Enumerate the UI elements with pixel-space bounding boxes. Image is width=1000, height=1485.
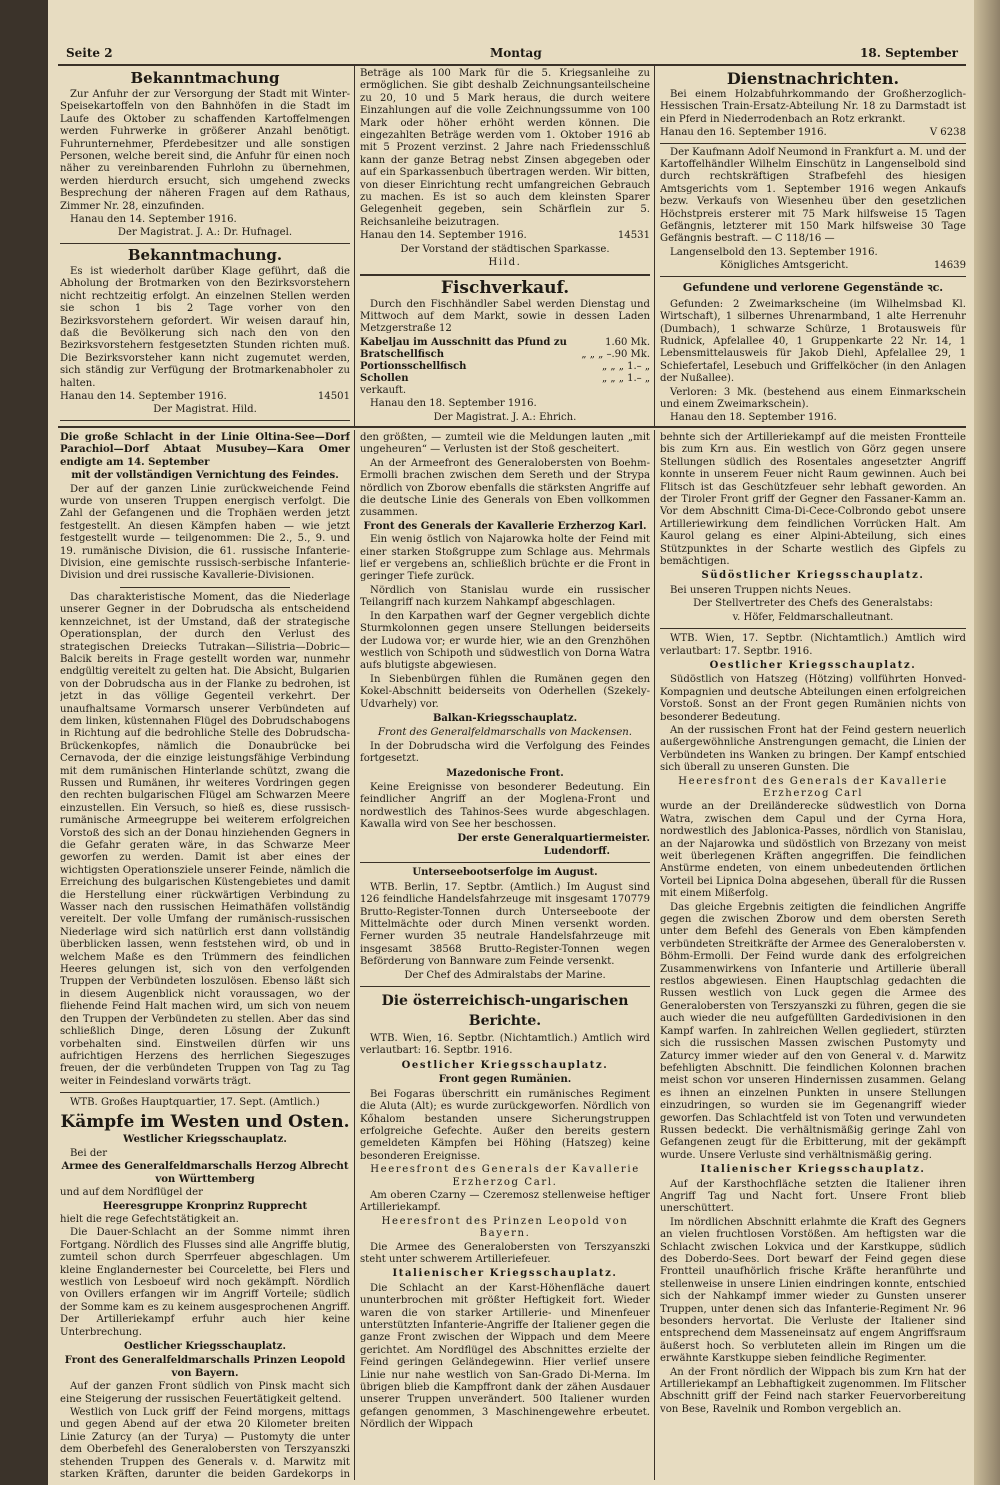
najarowka-report: Ein wenig östlich von Najarowka holte der Feind mit einer starken Stoßgruppe zum Schlage aus. Mehrmals lief er vergebens an, schließlich brüchte er die Front in geringer Tiefe zurück. (360, 534, 650, 583)
service-news-number: V 6238 (929, 127, 966, 139)
uboot-report: WTB. Berlin, 17. Septbr. (Amtlich.) Im August sind 126 feindliche Handelsfahrzeuge mit insgesamt 170779 Brutto-Register-Tonnen durch Unterseeboote der Mittelmächte oder durch Minen versenkt worden. Ferner wurden 35 neutrale Handelsfahrzeuge mit insgesamt 38568 Brutto-Register-Tonnen wegen Beförderung von Bannware zum Feinde versenkt. (360, 881, 650, 968)
dobrudscha-verfolgung: In der Dobrudscha wird die Verfolgung des Feindes fortgesetzt. (360, 740, 650, 765)
kaempfe-headline: Kämpfe im Westen und Osten. (60, 1111, 350, 1132)
russian-front-report: An der russischen Front hat der Feind gestern neuerlich außergewöhnliche Anstrengungen gemacht, die Linien der Verbündeten ins Wanken zu bringen. Der Kampf entschied sich überall zu unseren Gunsten. Die (660, 724, 966, 774)
fish-item: Portionsschellfisch (360, 360, 467, 372)
dobrudscha-headline: mit der vollständigen Vernichtung des Feindes. (71, 470, 339, 482)
notice-1-title: Bekanntmachung (130, 69, 280, 87)
newspaper-page (48, 0, 974, 1485)
fish-price: „ „ „ 1.– „ (602, 360, 650, 372)
siebenbuergen-report: In Siebenbürgen fühlen die Rumänen gegen den Kokel-Abschnitt beiderseits von Oderhellen (Szekely-Udvarhely) vor. (360, 673, 650, 710)
italy-heading-2: Italienischer Kriegsschauplatz. (700, 1164, 926, 1176)
front-rumaenien: Front gegen Rumänien. (438, 1074, 572, 1086)
notice-2-date: Hanau den 14. September 1916. (60, 390, 227, 402)
notice-2-signature: Der Magistrat. Hild. (153, 404, 257, 416)
divider (660, 628, 966, 629)
page-number: Seite 2 (66, 46, 113, 60)
terszyanszki-report: Die Armee des Generalobersten von Terszyanszki steht unter schwerem Artilleriefeuer. (360, 1241, 650, 1265)
notices-col-1 (60, 68, 350, 424)
service-news-text: Bei einem Holzabfuhrkommando der Großherzoglich-Hessischen Train-Ersatz-Abteilung Nr. 18 zu Darmstadt ist ein Pferd in Niederrodenbach an Rotz erkrankt. (660, 89, 966, 125)
karpathen-report: In den Karpathen warf der Gegner vergeblich dichte Sturmkolonnen gegen unsere Stellungen beiderseits der Ludowa vor; er wurde hier, wie an den Grenzhöhen westlich von Schipoth und südwestlich von Dorna Watra aufs blutigste abgewiesen. (360, 610, 650, 672)
notice-3-continued: Beträge als 100 Mark für die 5. Kriegsanleihe zu ermöglichen. Sie gibt deshalb Zeichnungsanteilscheine zu 20, 10 und 5 Mark heraus, die durch weitere Einzahlungen auf die volle Zeichnungssumme von 100 Mark oder höher erhöht werden können. Die eingezahlten Beträge werden vom 1. Oktober 1916 ab mit 5 Prozent verzinst. 2 Jahre nach Friedensschluß kann der ganze Betrag nebst Zinsen abgegeben oder auf ein Sparkassenbuch übertragen werden. Wir bitten, von dieser Einrichtung recht umfangreichen Gebrauch zu machen. Es ist so auch dem kleinsten Sparer Gelegenheit gegeben, sein Schärflein zur 5. Reichsanleihe beizutragen. (360, 68, 650, 228)
divider (660, 143, 966, 144)
bei-der: Bei der (70, 1147, 108, 1159)
notice-3-signature: Der Vorstand der städtischen Sparkasse. (400, 243, 610, 255)
column-rule (354, 430, 355, 1480)
fish-price: 1.60 Mk. (605, 336, 650, 348)
service-news-date: Hanau den 16. September 1916. (660, 127, 827, 139)
fogaras-report: Bei Fogaras überschritt ein rumänisches Regiment die Aluta (Alt); es wurde zurückgeworfen. Nördlich von Kőhalom bestanden unsere Sicherungstruppen erfolgreiche Gefechte. Außer den bereits gestern gemeldeten Kämpfen bei Höhing (Hatszeg) keine besonderen Ereignisse. (360, 1088, 650, 1162)
running-header (60, 40, 966, 62)
court-notice-sigline (660, 260, 966, 272)
czarny-report: Am oberen Czarny — Czeremosz stellenweise heftiger Artilleriekampf. (360, 1189, 650, 1214)
service-news-dateline (660, 127, 966, 139)
wien-17-dateline: WTB. Wien, 17. Septbr. (Nichtamtlich.) Amtlich wird verlautbart: 17. Septbr. 1916. (660, 633, 966, 657)
fish-item: Kabeljau im Ausschnitt das Pfund zu (360, 336, 567, 348)
southeast-heading: Südöstlicher Kriegsschauplatz. (701, 570, 925, 582)
court-notice-date: Langenselbold den 13. September 1916. (670, 246, 878, 258)
west-front-heading: Westlicher Kriegsschauplatz. (123, 1133, 287, 1145)
balkan-heading: Balkan-Kriegsschauplatz. (432, 712, 578, 724)
notices-col-3 (660, 68, 966, 424)
divider (360, 986, 650, 987)
divider (660, 276, 966, 277)
notice-2-number: 14501 (317, 390, 350, 402)
column-rule (654, 430, 655, 1480)
oe-east-heading: Oestlicher Kriegsschauplatz. (401, 1059, 609, 1071)
stanislau-report: Nördlich von Stanislau wurde ein russischer Teilangriff nach kurzem Nahkampf abgeschlagen. (360, 584, 650, 609)
somme-report: Die Dauer-Schlacht an der Somme nimmt ihren Fortgang. Nördlich des Flusses sind alle Angriffe blutig, zumteil schon durch Sperrfeuer abgeschlagen. Um kleine Englandernester bei Courcelette, bei Flers und westlich von Lesboeuf wird noch gekämpft. Nördlich von Ovillers erfangen wir im Angriff Vorteile; südlich der Somme kam es zu keinem ausgesprochenen Angriff. Der Artilleriekampf erfuhr auch hier keine Unterbrechung. (60, 1227, 350, 1338)
nordfluegel: und auf dem Nordflügel der (60, 1187, 203, 1199)
generalquartiermeister: Der erste Generalquartiermeister. (457, 832, 650, 844)
heeresgruppe-rupprecht: Heeresgruppe Kronprinz Rupprecht (102, 1200, 308, 1212)
news-col-1 (60, 432, 350, 1480)
notices-col-2 (360, 68, 650, 424)
mazedonien-heading: Mazedonische Front. (446, 767, 564, 779)
notice-3-signature-name: Hild. (488, 257, 522, 269)
news-col-3 (660, 432, 966, 1480)
lost-found-lost: Verloren: 3 Mk. (bestehend aus einem Einmarkschein und einem Zweimarkschein). (660, 386, 966, 410)
karst-report-2: Auf der Karsthochfläche setzten die Italiener ihren Angriff Tag und Nacht fort. Unsere Front blieb unerschüttert. (660, 1178, 966, 1215)
issue-date: 18. September (860, 46, 958, 60)
karst-report: Die Schlacht an der Karst-Höhenfläche dauert ununterbrochen mit größter Heftigkeit fort. Wieder waren die von starker Artillerie- und Minenfeuer unterstützten Infanterie-Angriffe der Italiener gegen die ganze Front zwischen der Wippach und dem Meere gerichtet. Am Nordflügel des Abschnittes erzielte der Feind geringen Geländegewinn. Hier verlief unsere Linie nur nahe westlich von San-Grado Di-Merna. Im übrigen blieb die Kampffront dank der zähen Ausdauer unserer Truppen unverändert. 500 Italiener wurden gefangen genommen, 3 Maschinengewehre erbeutet. Nördlich der Wippach (360, 1282, 650, 1431)
notice-1-signature: Der Magistrat. J. A.: Dr. Hufnagel. (117, 227, 293, 239)
fish-sale-title: Fischverkauf. (440, 277, 570, 298)
wien-16-dateline: WTB. Wien, 16. Septbr. (Nichtamtlich.) Amtlich wird verlautbart: 16. Septbr. 1916. (360, 1033, 650, 1057)
uboot-heading: Unterseebootserfolge im August. (412, 867, 598, 879)
dobrudscha-lead: Die große Schlacht in der Linie Oltina-See—Dorf Parachiol—Dorf Abtaat Musubey—Kara Omer endigte am 14. September (60, 432, 350, 468)
karst-continued: behnte sich der Artilleriekampf auf die meisten Frontteile bis zum Krn aus. Ein westlich von Görz gegen unsere Stellungen südlich des Rosentales angesetzter Angriff konnte in unserem Feuer nicht Raum gewinnen. Auch bei Flitsch ist das Geschützfeuer sehr lebhaft geworden. An der Tiroler Front griff der Gegner den Fassaner-Kamm an. Vor dem Abschnitt Cima-Di-Cece-Colbrondo gebot unsere Artilleriewirkung dem feindlichen Vorrücken Halt. Am Kaurol gelang es einer Alpini-Abteilung, sich eines Stützpunktes in der Scharte westlich des Gipfels zu bemächtigen. (660, 432, 966, 568)
lost-found-date: Hanau den 18. September 1916. (670, 412, 837, 424)
news-col-2 (360, 432, 650, 1480)
armeefront-report: An der Armeefront des Generalobersten von Boehm-Ermolli brachen zwischen dem Sereth und der Strypa nördlich von Zborow ebenfalls die stärksten Angriffe auf die deutsche Linie des Generals von Eben vollkommen zusammen. (360, 457, 650, 519)
dobrudscha-paragraph-2: Das charakteristische Moment, das die Niederlage unserer Gegner in der Dobrudscha als entscheidend kennzeichnet, ist der Umstand, daß der strategische Operationsplan, der durch den Verlust des strategischen Dreiecks Tutrakan—Silistria—Dobric—Balcik bereits in Frage gestellt worden war, nunmehr endgültig vereitelt zu gelten hat. Die Absicht, Bulgarien von der Dobrudscha aus in der Flanke zu bedrohen, ist jetzt in das völlige Gegenteil verkehrt. Der unaufhaltsame Vormarsch unserer Verbündeten auf dem linken, küstennahen Flügel des Dobrudschabogens in Richtung auf die bedrohliche Stelle des Dobrudscha-Brückenkopfes, nämlich die Donaubrücke bei Cernavoda, der die einzige leistungsfähige Verbindung mit dem rumänischen Hinterlande schützt, zwang die Russen und Rumänen, ihr weiteres Vordringen gegen den rechten bulgarischen Flügel am Schwarzen Meere einzustellen. Ein Versuch, so hieß es, diese russisch-rumänische Armeegruppe bei weiterem erfolgreichen Vorstoß des sich an der Donau hinziehenden Gegners in die Gefahr geraten wäre, in das Schwarze Meer geworfen zu werden. Damit ist aber eines der wichtigsten Operationsziele unserer Feinde, nämlich die Erreichung des bulgarischen Küstengebietes und damit die Herstellung einer rückwärtigen Verbindung zu Wasser nach den russischen Heimathäfen vollständig vereitelt. Der volle Umfang der rumänisch-russischen Niederlage wird sich natürlich erst dann vollständig überblicken lassen, wenn feststehen wird, ob und in welchem Maße es den Trümmern des feindlichen Heeres gelungen ist, sich von den verfolgenden Truppen der Verbündeten loszulösen. Ebenso läßt sich in diesem Augenblick nicht voraussagen, wo der fliehende Feind Halt machen wird, um sich von neuem den Truppen der Verbündeten zu stellen. Aber das sind schließlich Dinge, deren Lösung der Zukunft vorbehalten sind. Einstweilen dürfen wir uns aufrichtigen Herzens des herrlichen Siegeszuges freuen, der die verbündeten Truppen von Tag zu Tag weiter in Feindesland vorwärts trägt. (60, 591, 350, 1087)
fish-price-row (360, 361, 650, 373)
divider (60, 420, 350, 421)
armee-wuerttemberg: Armee des Generalfeldmarschalls Herzog Albrecht von Württemberg (61, 1161, 349, 1185)
notice-3-number: 14531 (617, 230, 650, 242)
fish-sale-signature: Der Magistrat. J. A.: Ehrich. (433, 411, 577, 423)
gleiche-ergebnis-report: Das gleiche Ergebnis zeitigten die feindlichen Angriffe gegen die zwischen Zborow und dem obersten Sereth unter dem Befehl des Generals von Eben kämpfenden verbündeten Streitkräfte der Armee des Generalobersten v. Böhm-Ermolli. Der Feind wurde dank des erfolgreichen Zusammenwirkens von Infanterie und Artillerie überall restlos abgewiesen. Einen Hauptschlag gedachten die Russen westlich von Luck gegen die Armee des Generalobersten von Terszyanszki zu führen, gegen die sie auch wieder die neu aufgefüllten Gardedivisionen in den Kampf warfen. In zahlreichen Wellen gegliedert, stürzten sich die russischen Massen zwischen Pustomyty und Zaturcy immer wieder auf den von General v. d. Marwitz befehligten Abschnitt. Die feindlichen Kolonnen brachen meist schon vor unseren Hindernissen zusammen. Gelang es ihnen an einzelnen Punkten in unsere Stellungen einzudringen, so wurden sie im Gegenangriff wieder geworfen. Das Schlachtfeld ist von Toten und verwundeten Russen bedeckt. Die verhältnismäßig geringe Zahl von Gefangenen zeugt für die Erbitterung, mit der gekämpft wurde. Unsere Verluste sind verhältnismäßig gering. (660, 901, 966, 1161)
notice-2-dateline (60, 391, 350, 403)
divider (360, 274, 650, 276)
heeresfront-karl-heading: Heeresfront des Generals der Kavallerie Erzherzog Carl. (370, 1164, 640, 1188)
header-rule (58, 64, 966, 66)
fish-sale-tail: verkauft. (360, 384, 407, 396)
dobrudscha-paragraph-1: Der auf der ganzen Linie zurückweichende Feind wurde von unseren Truppen energisch verfolgt. Die Zahl der Gefangenen und die Trophäen werden jetzt festgestellt. An diesen Kämpfen haben — wie jetzt festgestellt wurde — teilgenommen: Die 2., 5., 9. und 19. rumänische Division, die 61. russische Infanterie-Division, eine gemischte russisch-serbische Infanterie-Division und drei russische Kavallerie-Divisionen. (60, 483, 350, 582)
scan-right-edge (974, 0, 1000, 1485)
wippach-report: An der Front nördlich der Wippach bis zum Krn hat der Artilleriekampf an Lebhaftigkeit zugenommen. Im Flitscher Abschnitt griff der Feind nach starker Feuervorbereitung von Bese, Ravelnik und Rombon vergeblich an. (660, 1366, 966, 1415)
front-mackensen: Front des Generalfeldmarschalls von Mackensen. (377, 727, 633, 739)
divider (60, 1092, 350, 1093)
northern-sector-report: Im nördlichen Abschnitt erlahmte die Kraft des Gegners an vielen fruchtlosen Vorstößen. Am heftigsten war die Schlacht zwischen Lokvica und der Karstkuppe, südlich des Doberdo-Sees. Dort bewarf der Feind gegen diese Frontteil unaufhörlich frische Kräfte heranführte und stellenweise in unsere Linien eindringen konnte, entschied sich der Nahkampf immer wieder zu Gunsten unserer Truppen, unter denen sich das Infanterie-Regiment Nr. 96 besonders hervortat. Die Verluste der Italiener sind entsprechend dem Masseneinsatz auf engem Angriffsraum äußerst hoch. So verbluteten allein im Ringen um die erwähnte Karstkuppe sieben feindliche Regimenter. (660, 1216, 966, 1365)
luck-continued: den größten, — zumteil wie die Meldungen lauten „mit ungeheuren“ — Verlusten ist der Stoß gescheitert. (360, 432, 650, 456)
fish-price-row (360, 337, 650, 349)
service-news-title: Dienstnachrichten. (726, 69, 900, 88)
fish-price-row (360, 349, 650, 361)
stellvertreter: Der Stellvertreter des Chefs des Generalstabs: (693, 598, 933, 610)
divider (360, 862, 650, 863)
notice-2-text: Es ist wiederholt darüber Klage geführt, daß die Abholung der Brotmarken von den Bezirksvorstehern nicht rechtzeitig erfolgt. An einzelnen Stellen werden sie schon 1 bis 2 Tage vorher von den Bezirksvorstehern gefordert. Wir weisen darauf hin, daß die Bevölkerung sich nach den von den Bezirksvorstehern festgesetzten Stunden richten muß. Die Bezirksvorsteher kann nicht zugemutet werden, sich ständig zur Verfügung der Brotmarkenabholer zu halten. (60, 265, 350, 389)
lost-found-found: Gefunden: 2 Zweimarkscheine (im Wilhelmsbad Kl. Wirtschaft), 1 silbernes Uhrenarmband, 1 alte Herrenuhr (Dumbach), 1 schwarze Schürze, 1 Brotausweis für Rudnick, Apfelallee 40, 1 Gruppenkarte 22 Nr. 14, 1 Lebensmittelausweis für Jakob Diehl, Apfelallee 29, 1 Schiefertafel, Lesebuch und Griffelköcher (in den Anlagen der Nußallee). (660, 298, 966, 385)
austro-hungarian-headline: Die österreichisch-ungarischen Berichte. (381, 993, 629, 1030)
dreilaendereck-report: wurde an der Dreiländerecke südwestlich von Dorna Watra, zwischen dem Capul und der Cyrna Hora, nordwestlich des Jablonica-Passes, nördlich von Stanislau, an der Najarowka und südöstlich von Brzezany von meist weit überlegenen Kräften angegriffen. Die feindlichen Anstürme endeten, von einem unbedeutenden örtlichen Vorteil bei Lipnica Dolna abgesehen, überall für die Russen mit einem Mißerfolg. (660, 801, 966, 900)
luck-report: Westlich von Luck griff der Feind morgens, mittags und gegen Abend auf der etwa 20 Kilometer breiten Linie Zaturcy (an der Turya) — Pustomyty die unter dem Oberbefehl des Generalobersten von Terszyanszki stehenden Truppen des Generals v. d. Marwitz mit starken Kräften, darunter die beiden Gardekorps in (60, 1407, 350, 1480)
lost-found-title: Gefundene und verlorene Gegenstände ꝛc. (682, 280, 944, 294)
scan-left-edge (0, 0, 48, 1485)
east-front-heading: Oestlicher Kriegsschauplatz. (124, 1341, 286, 1353)
column-rule (354, 66, 355, 426)
notice-1-date: Hanau den 14. September 1916. (70, 214, 237, 226)
southeast-report: Bei unseren Truppen nichts Neues. (670, 584, 852, 596)
mazedonien-report: Keine Ereignisse von besonderer Bedeutung. Ein feindlicher Angriff an der Moglena-Front und nordwestlich des Tahinos-Sees wurde abgeschlagen. Kawalla wird von See her beschossen. (360, 781, 650, 831)
hielt-gefecht: hielt die rege Gefechtstätigkeit an. (60, 1213, 239, 1225)
section-rule (58, 426, 966, 428)
column-rule (654, 66, 655, 426)
ludendorff: Ludendorff. (543, 846, 610, 857)
fish-price: „ „ „ –.90 Mk. (581, 348, 650, 360)
notice-1-text: Zur Anfuhr der zur Versorgung der Stadt mit Winter-Speisekartoffeln von den Bahnhöfen in die Stadt im Laufe des Oktober zu schaffenden Kartoffelmengen werden Fuhrwerke in größerer Anzahl benötigt. Fuhrunternehmer, Pferdebesitzer und alle sonstigen Personen, welche bereit sind, die Anfuhr für einen noch näher zu vereinbarenden Fuhrlohn zu übernehmen, werden hierdurch ersucht, sich umgehend zwecks Besprechung der näheren Fragen auf dem Rathaus, Zimmer Nr. 28, einzufinden. (60, 89, 350, 212)
weekday: Montag (490, 46, 542, 60)
heeresfront-leopold-heading: Heeresfront des Prinzen Leopold von Bayern. (381, 1215, 629, 1240)
admiralstab-chef: Der Chef des Admiralstabs der Marine. (404, 969, 606, 981)
divider (60, 243, 350, 244)
fish-sale-date: Hanau den 18. September 1916. (370, 398, 537, 410)
fish-item: Bratschellfisch (360, 348, 445, 360)
pinsk-report: Auf der ganzen Front südlich von Pinsk macht sich eine Steigerung der russischen Feuertätigkeit geltend. (60, 1381, 350, 1405)
hatszeg-report: Südöstlich von Hatszeg (Hötzing) vollführten Honved-Kompagnien und deutsche Abteilungen einen erfolgreichen Vorstoß. Sonst an der Front gegen Rumänien nichts von besonderer Bedeutung. (660, 674, 966, 723)
fish-item: Schollen (360, 372, 409, 384)
fish-price-table (360, 337, 650, 385)
notice-2-title: Bekanntmachung. (127, 245, 283, 264)
oe-east-heading-2: Oestlicher Kriegsschauplatz. (709, 659, 917, 671)
court-notice-signature: Königliches Amtsgericht. (720, 260, 849, 272)
hq-dateline: WTB. Großes Hauptquartier, 17. Sept. (Amtlich.) (70, 1097, 320, 1109)
notice-3-dateline (360, 230, 650, 242)
italy-heading: Italienischer Kriegsschauplatz. (392, 1268, 618, 1280)
court-notice-text: Der Kaufmann Adolf Neumond in Frankfurt a. M. und der Kartoffelhändler Wilhelm Einschütz in Langenselbold sind durch rechtskräftigen Strafbefehl des hiesigen Amtsgerichts vom 1. September 1916 wegen Ankaufs bezw. Verkaufs von Wiesenheu über den gesetzlichen Höchstpreis ersterer mit 75 Mark hilfsweise 15 Tagen Gefängnis, letzterer mit 150 Mark hilfsweise 30 Tage Gefängnis bestraft. — C 118/16 — (660, 146, 966, 245)
notice-3-date: Hanau den 14. September 1916. (360, 230, 527, 242)
divider (120, 587, 290, 588)
court-notice-number: 14639 (933, 260, 966, 272)
hoefer: v. Höfer, Feldmarschalleutnant. (732, 611, 894, 623)
fish-price: „ „ „ 1.– „ (602, 372, 650, 384)
front-karl: Front des Generals der Kavallerie Erzherzog Karl. (363, 520, 647, 532)
heeresfront-carl-heading: Heeresfront des Generals der Kavallerie Erzherzog Carl (678, 775, 948, 799)
front-leopold: Front des Generalfeldmarschalls Prinzen Leopold von Bayern. (64, 1355, 346, 1379)
fish-price-row (360, 373, 650, 385)
fish-sale-text: Durch den Fischhändler Sabel werden Dienstag und Mittwoch auf dem Markt, sowie in dessen Laden Metzgerstraße 12 (360, 298, 650, 335)
